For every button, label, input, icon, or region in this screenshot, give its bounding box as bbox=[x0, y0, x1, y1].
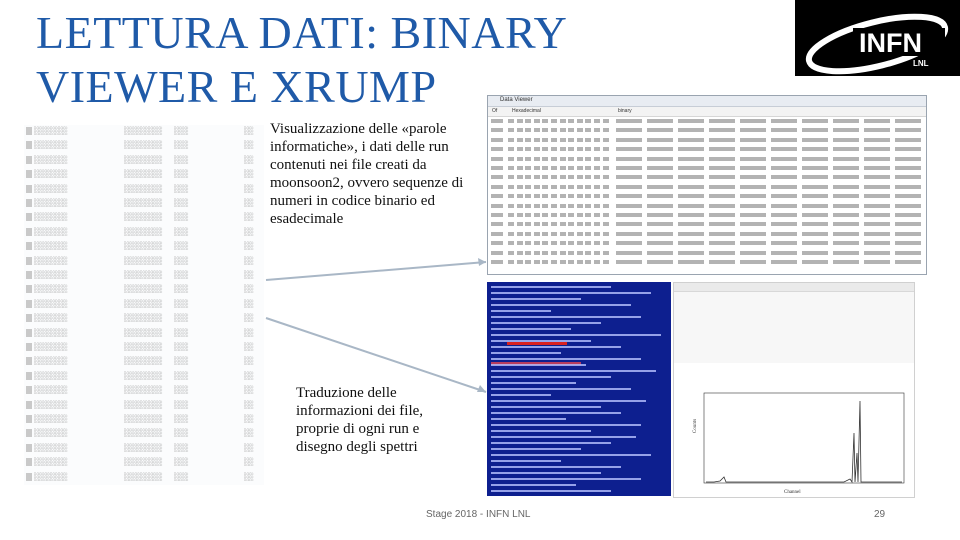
console-line bbox=[491, 400, 646, 402]
xrump-console-screenshot bbox=[487, 282, 671, 496]
spectrum-plot-screenshot bbox=[673, 282, 915, 498]
console-line bbox=[491, 352, 561, 354]
file-list-row: ░░░░░░░ ░░░░░░░░ ░░░ ░░ bbox=[24, 399, 264, 413]
console-line bbox=[491, 490, 611, 492]
console-line bbox=[491, 304, 631, 306]
spectrum-trace bbox=[706, 401, 902, 482]
console-line bbox=[491, 460, 561, 462]
svg-text:Channel: Channel bbox=[784, 490, 801, 495]
console-line bbox=[491, 346, 621, 348]
console-line bbox=[491, 376, 611, 378]
console-line bbox=[491, 478, 641, 480]
slide-title-line-2: VIEWER E XRUMP bbox=[36, 61, 437, 112]
binary-viewer-row bbox=[488, 220, 926, 229]
console-line bbox=[491, 406, 601, 408]
console-line bbox=[491, 484, 576, 486]
console-line bbox=[491, 316, 641, 318]
file-list-row: ░░░░░░░ ░░░░░░░░ ░░░ ░░ bbox=[24, 427, 264, 441]
file-list-row: ░░░░░░░ ░░░░░░░░ ░░░ ░░ bbox=[24, 154, 264, 168]
description-xrump: Traduzione delle informazioni dei file, proprie di ogni run e disegno degli spettri bbox=[296, 385, 424, 455]
file-list-row: ░░░░░░░ ░░░░░░░░ ░░░ ░░ bbox=[24, 456, 264, 470]
binary-viewer-row bbox=[488, 173, 926, 182]
page-number: 29 bbox=[874, 509, 886, 520]
description-binary-viewer: Visualizzazione delle «parole informatiche», i dati delle run contenuti nei file creati da moonsoon2, ovvero sequenze di numeri in codice binario ed esadecimale bbox=[270, 121, 464, 227]
binary-viewer-row bbox=[488, 258, 926, 267]
console-line bbox=[491, 358, 641, 360]
binary-viewer-row bbox=[488, 126, 926, 135]
file-list-row: ░░░░░░░ ░░░░░░░░ ░░░ ░░ bbox=[24, 413, 264, 427]
console-line bbox=[491, 454, 651, 456]
console-line bbox=[491, 286, 611, 288]
console-line bbox=[491, 388, 631, 390]
console-line bbox=[491, 418, 566, 420]
binary-viewer-titlebar: Data Viewer bbox=[488, 96, 926, 107]
logo-wordmark: INFN bbox=[859, 28, 922, 58]
console-line bbox=[491, 322, 601, 324]
binary-viewer-rows bbox=[488, 117, 926, 267]
console-red-text bbox=[507, 342, 567, 345]
file-list-row: ░░░░░░░ ░░░░░░░░ ░░░ ░░ bbox=[24, 312, 264, 326]
file-list-row: ░░░░░░░ ░░░░░░░░ ░░░ ░░ bbox=[24, 471, 264, 485]
file-list-row: ░░░░░░░ ░░░░░░░░ ░░░ ░░ bbox=[24, 226, 264, 240]
file-list-row: ░░░░░░░ ░░░░░░░░ ░░░ ░░ bbox=[24, 255, 264, 269]
binary-viewer-row bbox=[488, 239, 926, 248]
arrow-to-xrump bbox=[266, 318, 486, 392]
binary-viewer-screenshot bbox=[487, 95, 927, 275]
binary-viewer-row bbox=[488, 136, 926, 145]
file-list-row: ░░░░░░░ ░░░░░░░░ ░░░ ░░ bbox=[24, 125, 264, 139]
console-line bbox=[491, 466, 621, 468]
file-list-row: ░░░░░░░ ░░░░░░░░ ░░░ ░░ bbox=[24, 269, 264, 283]
console-line bbox=[491, 412, 621, 414]
file-list-row: ░░░░░░░ ░░░░░░░░ ░░░ ░░ bbox=[24, 341, 264, 355]
console-line bbox=[491, 448, 581, 450]
binary-viewer-row bbox=[488, 211, 926, 220]
file-list-row: ░░░░░░░ ░░░░░░░░ ░░░ ░░ bbox=[24, 442, 264, 456]
file-list-row: ░░░░░░░ ░░░░░░░░ ░░░ ░░ bbox=[24, 283, 264, 297]
binary-viewer-row bbox=[488, 192, 926, 201]
arrow-to-binary-viewer bbox=[266, 262, 486, 280]
console-line bbox=[491, 340, 591, 342]
console-line bbox=[491, 382, 576, 384]
svg-text:Counts: Counts bbox=[693, 418, 698, 433]
console-line bbox=[491, 436, 636, 438]
console-line bbox=[491, 310, 551, 312]
file-list-row: ░░░░░░░ ░░░░░░░░ ░░░ ░░ bbox=[24, 183, 264, 197]
file-list-row: ░░░░░░░ ░░░░░░░░ ░░░ ░░ bbox=[24, 355, 264, 369]
binary-viewer-row bbox=[488, 249, 926, 258]
logo-subtext: LNL bbox=[913, 59, 929, 68]
file-list-row: ░░░░░░░ ░░░░░░░░ ░░░ ░░ bbox=[24, 370, 264, 384]
binary-viewer-row bbox=[488, 230, 926, 239]
file-list-row: ░░░░░░░ ░░░░░░░░ ░░░ ░░ bbox=[24, 327, 264, 341]
console-line bbox=[491, 472, 601, 474]
console-line bbox=[491, 430, 591, 432]
console-line bbox=[491, 298, 581, 300]
file-list-row: ░░░░░░░ ░░░░░░░░ ░░░ ░░ bbox=[24, 197, 264, 211]
console-line bbox=[491, 370, 656, 372]
file-list-row: ░░░░░░░ ░░░░░░░░ ░░░ ░░ bbox=[24, 384, 264, 398]
binary-viewer-row bbox=[488, 164, 926, 173]
binary-viewer-row bbox=[488, 202, 926, 211]
binary-viewer-header: Of Hexadecimal binary bbox=[488, 107, 926, 117]
slide-title-line-1: LETTURA DATI: BINARY bbox=[36, 7, 568, 58]
file-list-row: ░░░░░░░ ░░░░░░░░ ░░░ ░░ bbox=[24, 168, 264, 182]
console-line bbox=[491, 424, 641, 426]
slide-footer: Stage 2018 - INFN LNL bbox=[426, 509, 531, 520]
binary-viewer-row bbox=[488, 183, 926, 192]
console-line bbox=[491, 364, 586, 366]
binary-viewer-row bbox=[488, 117, 926, 126]
console-line bbox=[491, 394, 551, 396]
binary-viewer-row bbox=[488, 145, 926, 154]
console-line bbox=[491, 328, 571, 330]
file-list-row: ░░░░░░░ ░░░░░░░░ ░░░ ░░ bbox=[24, 298, 264, 312]
console-line bbox=[491, 292, 651, 294]
binary-viewer-row bbox=[488, 155, 926, 164]
file-list-row: ░░░░░░░ ░░░░░░░░ ░░░ ░░ bbox=[24, 211, 264, 225]
file-list-row: ░░░░░░░ ░░░░░░░░ ░░░ ░░ bbox=[24, 240, 264, 254]
file-list-row: ░░░░░░░ ░░░░░░░░ ░░░ ░░ bbox=[24, 139, 264, 153]
console-line bbox=[491, 442, 611, 444]
console-line bbox=[491, 334, 661, 336]
